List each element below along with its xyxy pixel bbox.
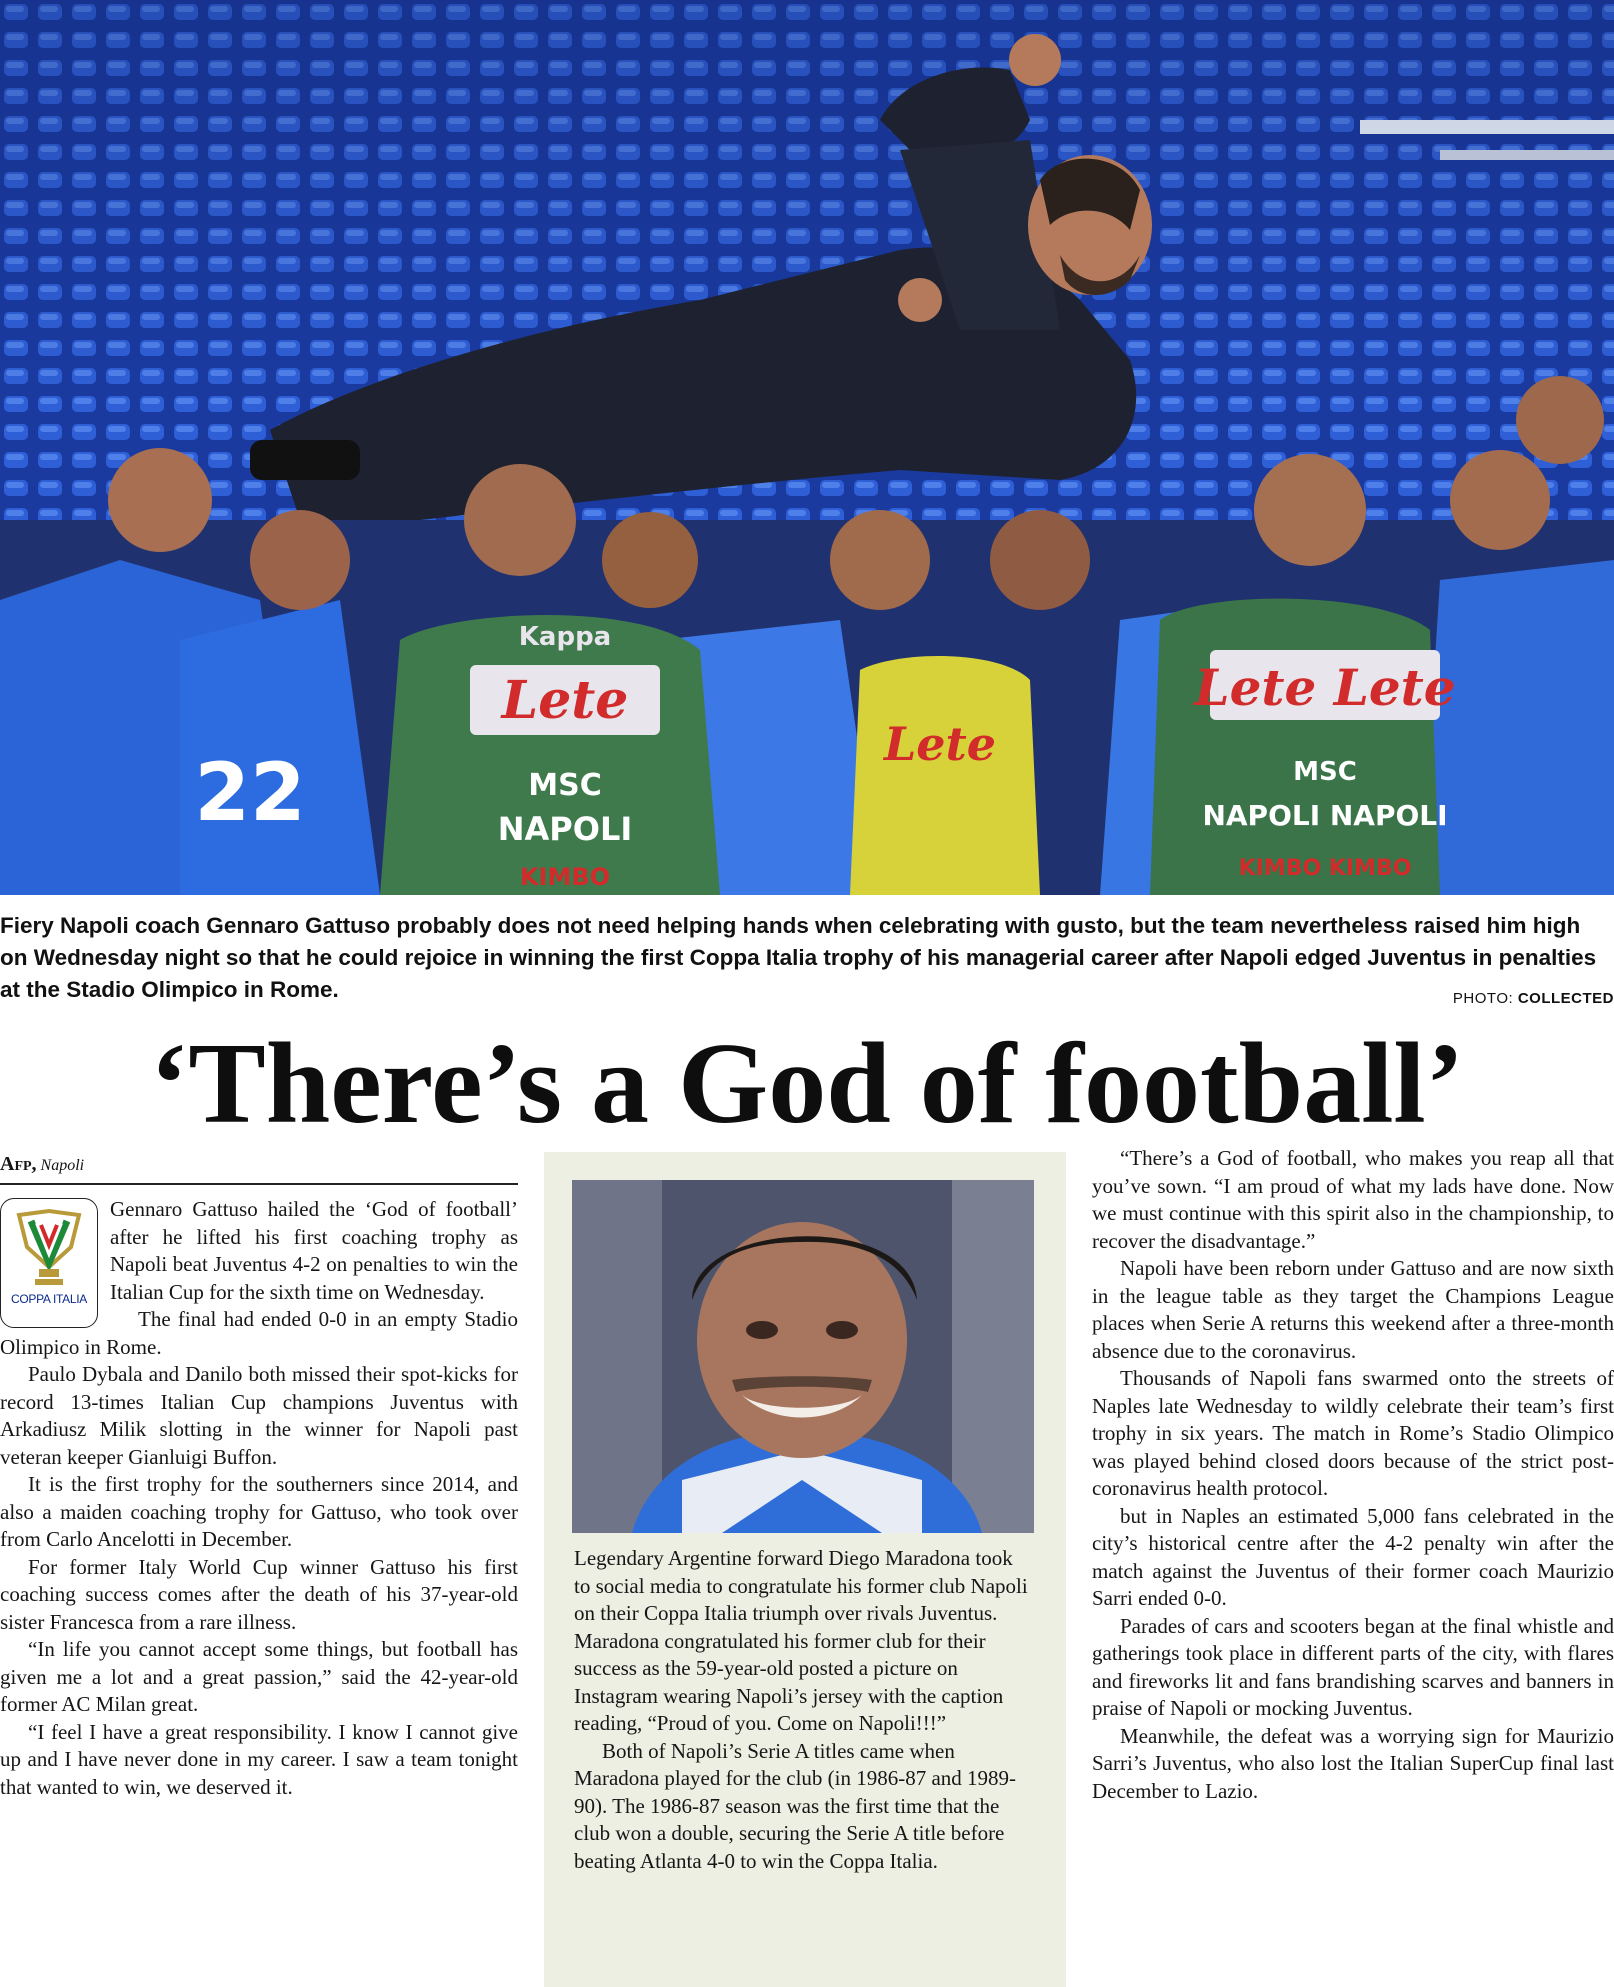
photo-caption: Fiery Napoli coach Gennaro Gattuso probably does not need helping hands when celebrating with gusto, but the team nevertheless raised him high on Wednesday night so that he could rejoice in winning the first Coppa Italia trophy of his managerial career after Napoli edged Juventus in penalties at the Stadio Olimpico in Rome. xyxy=(0,913,1597,1002)
jersey-kimbo-text: KIMBO xyxy=(519,863,611,891)
svg-text:MSC: MSC xyxy=(1293,757,1357,787)
jersey-sponsor-text: Lete xyxy=(501,670,629,731)
svg-text:NAPOLI NAPOLI: NAPOLI NAPOLI xyxy=(1202,799,1448,832)
article-paragraph: Paulo Dybala and Danilo both missed their spot-kicks for record 13-times Italian Cup champions Juventus with Arkadiusz Milik slotting in the winner for Napoli past veteran keeper Gianluigi Buffon. xyxy=(0,1362,518,1469)
maradona-photo xyxy=(572,1180,1034,1533)
celebration-illustration xyxy=(0,0,1614,895)
jersey-brand-text: Kappa xyxy=(518,622,612,652)
article-paragraph: For former Italy World Cup winner Gattuso his first coaching success comes after the death of his 37-year-old sister Francesca from a rare illness. xyxy=(0,1554,518,1634)
maradona-caption-paragraph: Both of Napoli’s Serie A titles came when Maradona played for the club (in 1986-87 and 1989-90). The 1986-87 season was the first time that the club won a double, securing the Serie A title before beating Atlanta 4-0 to win the Coppa Italia. xyxy=(574,1738,1017,1873)
coppa-italia-shield-icon xyxy=(11,1207,87,1293)
photo-credit xyxy=(1453,990,1614,1007)
jersey-club-text: NAPOLI xyxy=(497,810,633,848)
headline: ‘There’s a God of football’ xyxy=(149,1020,1465,1148)
article-paragraph: but in Naples an estimated 5,000 fans celebrated in the city’s historical centre after the 4-2 penalty win after the match against the Juventus of their former coach Maurizio Sarri ended 0-0. xyxy=(1092,1503,1614,1610)
article-paragraph: It is the first trophy for the southerners since 2014, and also a maiden coaching trophy for Gattuso, who took over from Carlo Ancelotti in December. xyxy=(0,1472,518,1551)
maradona-portrait-illustration xyxy=(572,1180,1034,1533)
jersey-msc-text: MSC xyxy=(528,768,602,803)
article-paragraph: Napoli have been reborn under Gattuso and are now sixth in the league table as they target the Champions League places when Serie A returns this weekend after a three-month absence due to the coronavirus. xyxy=(1092,1256,1614,1363)
byline-agency: Afp, xyxy=(0,1153,37,1175)
photo-credit-label: PHOTO: xyxy=(1452,990,1514,1007)
maradona-caption xyxy=(574,1545,1034,1875)
maradona-sidebox xyxy=(544,1152,1066,1987)
jersey-number-text: 22 xyxy=(194,746,306,839)
svg-text:KIMBO KIMBO: KIMBO KIMBO xyxy=(1238,856,1412,881)
article-paragraph: Thousands of Napoli fans swarmed onto the streets of Naples late Wednesday to wildly celebrate their team’s first trophy in six years. The match in Rome’s Stadio Olimpico was played behind closed doors because of the strict post-coronavirus health protocol. xyxy=(1092,1366,1614,1500)
coppa-italia-logo xyxy=(0,1198,98,1328)
byline xyxy=(0,1153,518,1185)
article-paragraph: Parades of cars and scooters began at the final whistle and gatherings took place in different parts of the city, with flares and fireworks lit and fans brandishing scarves and banners in praise of Napoli or mocking Juventus. xyxy=(1092,1613,1614,1720)
article-column-1 xyxy=(0,1196,518,1801)
coppa-italia-logo-text: COPPA ITALIA xyxy=(11,1291,87,1306)
byline-place: Napoli xyxy=(40,1157,85,1174)
svg-text:Lete: Lete xyxy=(883,717,997,771)
article-paragraph: Meanwhile, the defeat was a worrying sign for Maurizio Sarri’s Juventus, who also lost the Italian SuperCup final last December to Lazio. xyxy=(1092,1723,1614,1803)
article-paragraph: Gennaro Gattuso hailed the ‘God of football’ after he lifted his first coaching trophy as Napoli beat Juventus 4-2 on penalties to win the Italian Cup for the sixth time on Wednesday. xyxy=(110,1197,518,1304)
photo-credit-value: COLLECTED xyxy=(1517,990,1614,1007)
article-paragraph: “There’s a God of football, who makes you reap all that you’ve sown. “I am proud of what my lads have done. Now we must continue with this spirit also in the championship, to recover the disadvantage.” xyxy=(1092,1146,1614,1253)
article-column-3 xyxy=(1092,1145,1614,1805)
svg-text:Lete Lete: Lete Lete xyxy=(1194,658,1456,717)
hero-photo xyxy=(0,0,1614,895)
article-paragraph: “I feel I have a great responsibility. I know I cannot give up and I have never done in my career. I saw a team tonight that wanted to win, we deserved it. xyxy=(0,1719,518,1799)
maradona-caption-paragraph: Legendary Argentine forward Diego Maradona took to social media to congratulate his former club Napoli on their Coppa Italia triumph over rivals Juventus. Maradona congratulated his former club for their success as the 59-year-old posted a picture on Instagram wearing Napoli’s jersey with the caption reading, “Proud of you. Come on Napoli!!!” xyxy=(574,1546,1028,1735)
article-paragraph: “In life you cannot accept some things, but football has given me a lot and a great passion,” said the 42-year-old former AC Milan great. xyxy=(0,1637,518,1716)
article-paragraph: The final had ended 0-0 in an empty Stadio Olimpico in Rome. xyxy=(0,1307,518,1359)
